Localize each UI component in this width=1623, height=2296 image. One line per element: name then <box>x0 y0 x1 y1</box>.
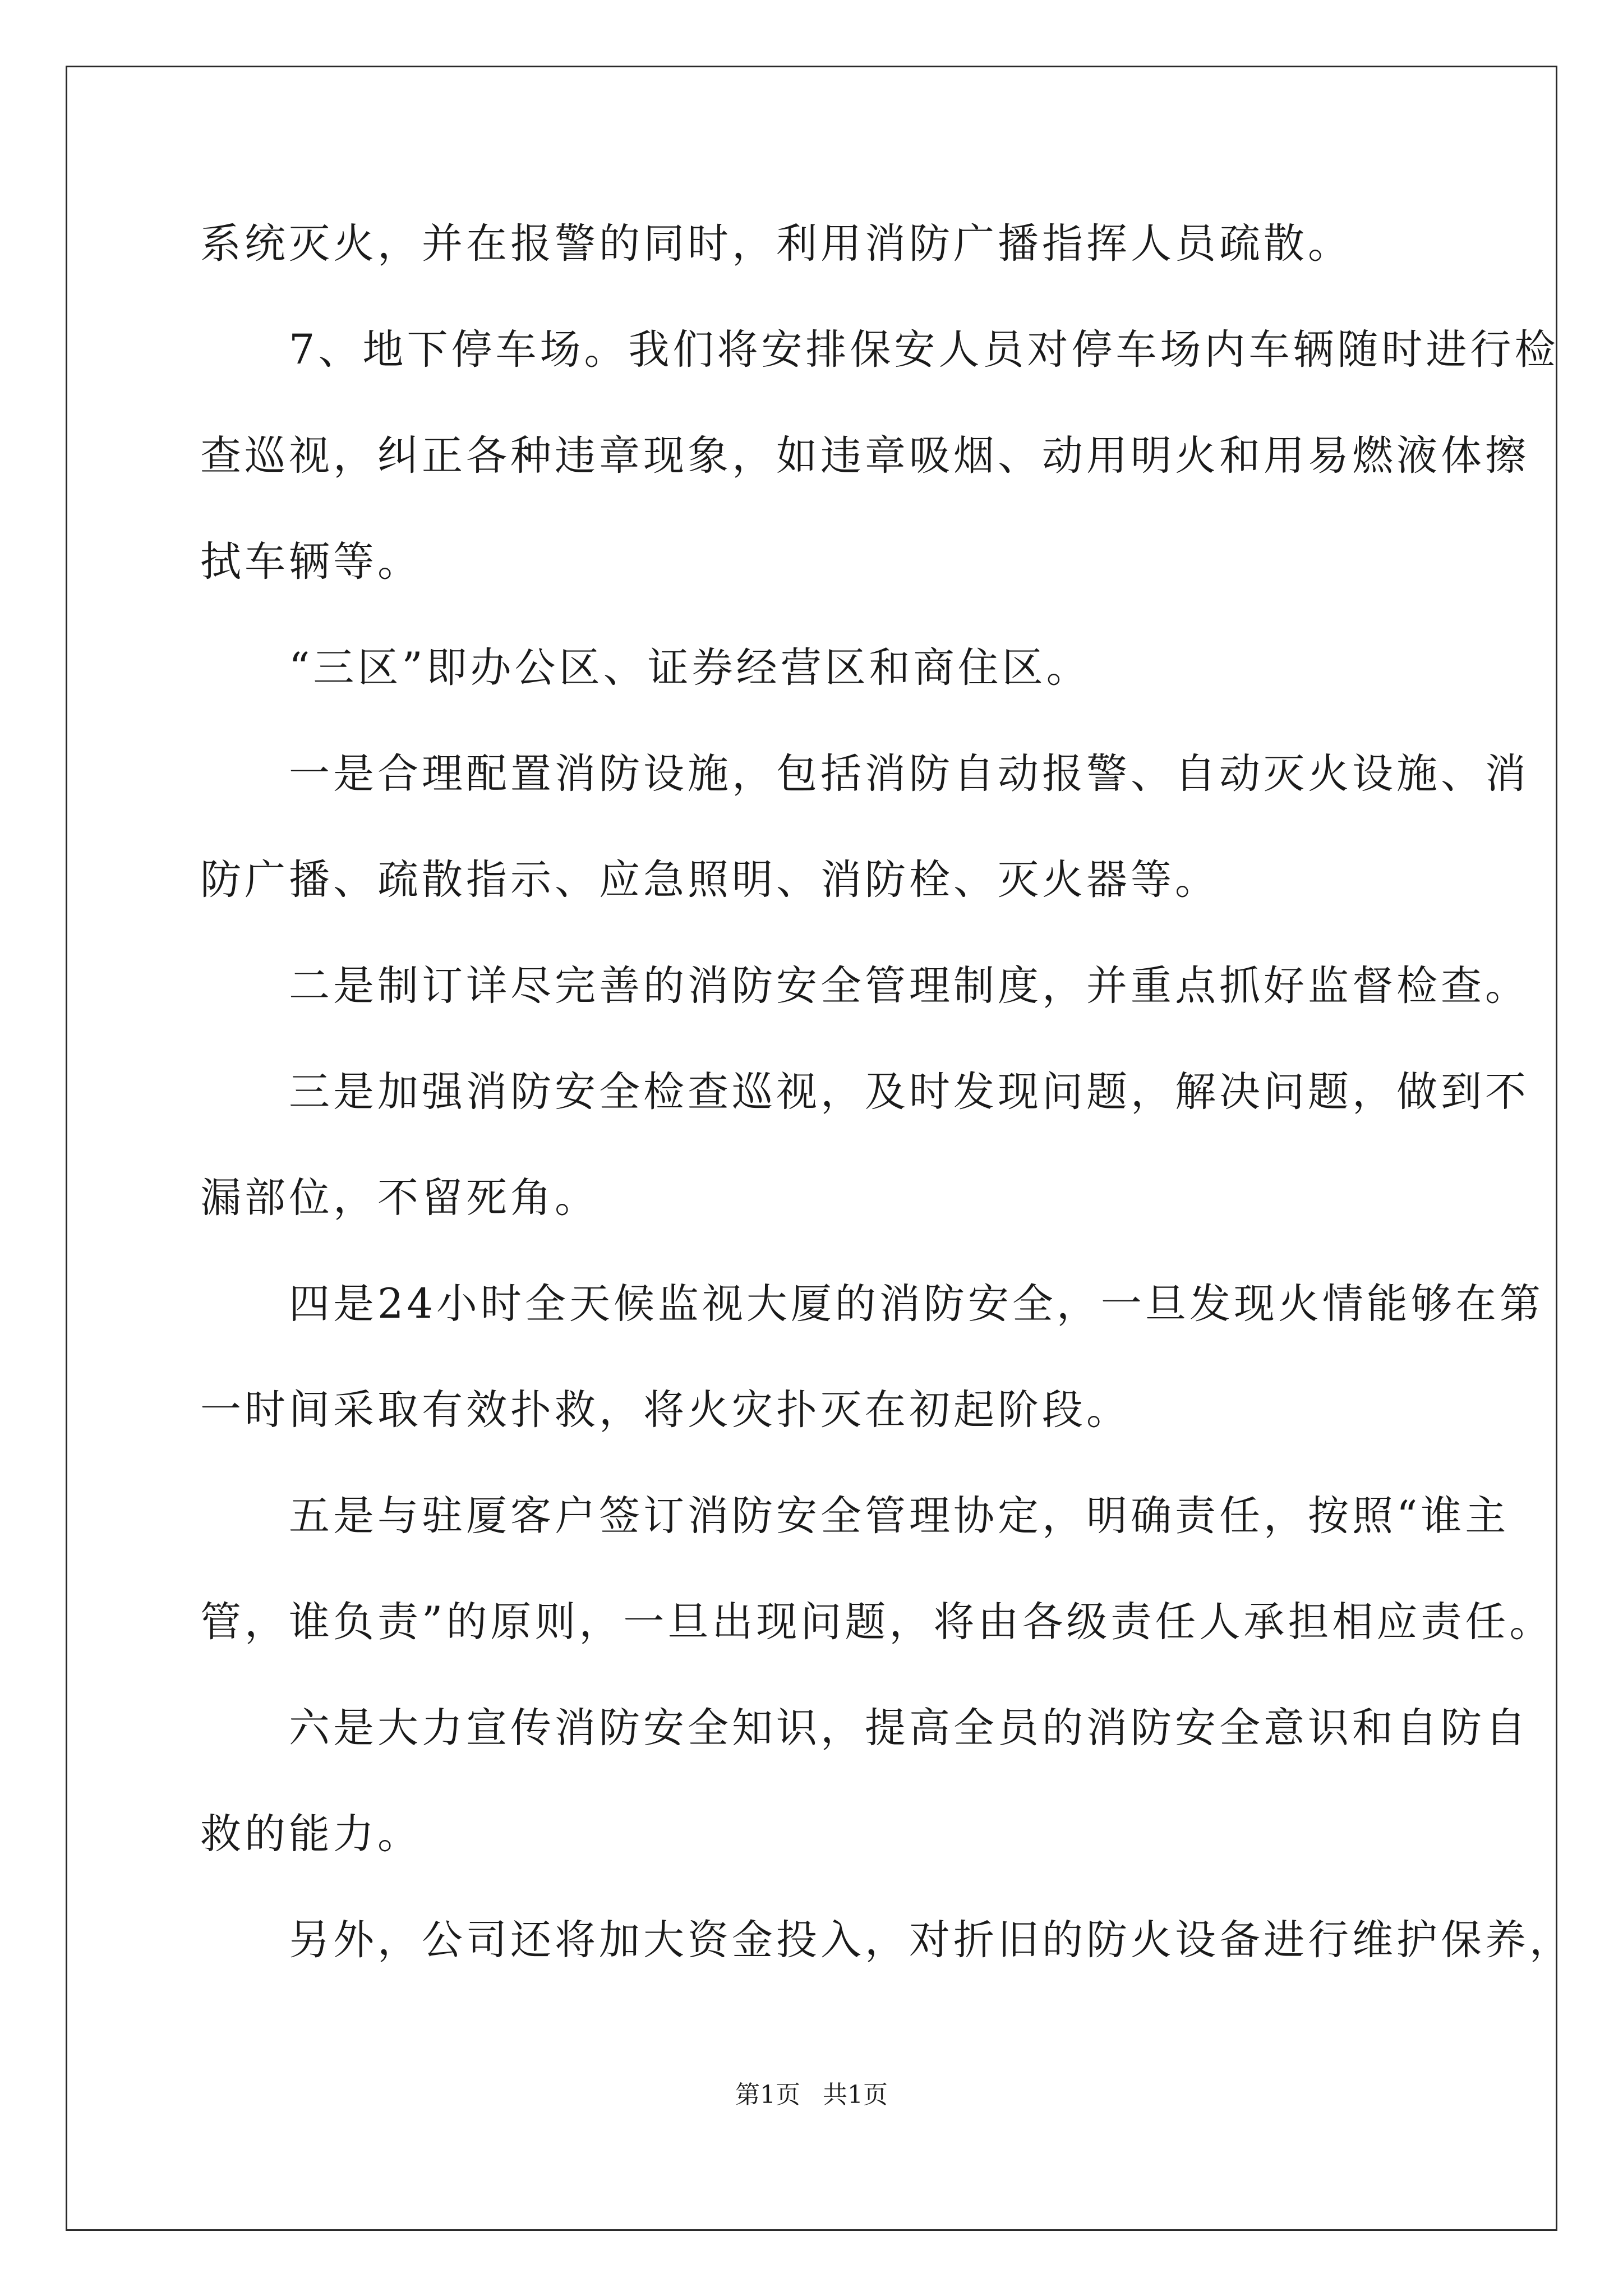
text-line: 四是24小时全天候监视大厦的消防安全，一旦发现火情能够在第 <box>200 1280 1544 1328</box>
text-line: 救的能力。 <box>200 1810 422 1858</box>
text-line: 漏部位，不留死角。 <box>200 1174 599 1222</box>
text-line: 管，谁负责”的原则，一旦出现问题，将由各级责任人承担相应责任。 <box>200 1598 1554 1646</box>
text-line: 一是合理配置消防设施，包括消防自动报警、自动灭火设施、消 <box>200 750 1529 798</box>
text-line: “三区”即办公区、证券经营区和商住区。 <box>200 644 1091 692</box>
text-line: 拭车辆等。 <box>200 538 422 586</box>
text-line: 三是加强消防安全检查巡视，及时发现问题，解决问题，做到不 <box>200 1068 1529 1116</box>
text-line: 另外，公司还将加大资金投入，对折旧的防火设备进行维护保养， <box>200 1916 1574 1964</box>
text-line: 五是与驻厦客户签订消防安全管理协定，明确责任，按照“谁主 <box>200 1492 1510 1540</box>
page-number: 第1页 <box>735 2081 800 2109</box>
text-line: 7、地下停车场。我们将安排保安人员对停车场内车辆随时进行检 <box>200 326 1559 374</box>
page-footer <box>0 2078 1623 2112</box>
text-line: 防广播、疏散指示、应急照明、消防栓、灭火器等。 <box>200 856 1219 904</box>
document-body <box>200 208 1574 2010</box>
text-line: 六是大力宣传消防安全知识，提高全员的消防安全意识和自防自 <box>200 1704 1529 1752</box>
text-line: 一时间采取有效扑救，将火灾扑灭在初起阶段。 <box>200 1386 1131 1434</box>
text-line: 系统灭火，并在报警的同时，利用消防广播指挥人员疏散。 <box>200 220 1352 268</box>
text-line: 查巡视，纠正各种违章现象，如违章吸烟、动用明火和用易燃液体擦 <box>200 432 1529 480</box>
text-line: 二是制订详尽完善的消防安全管理制度，并重点抓好监督检查。 <box>200 962 1529 1010</box>
page-total: 共1页 <box>823 2081 888 2109</box>
